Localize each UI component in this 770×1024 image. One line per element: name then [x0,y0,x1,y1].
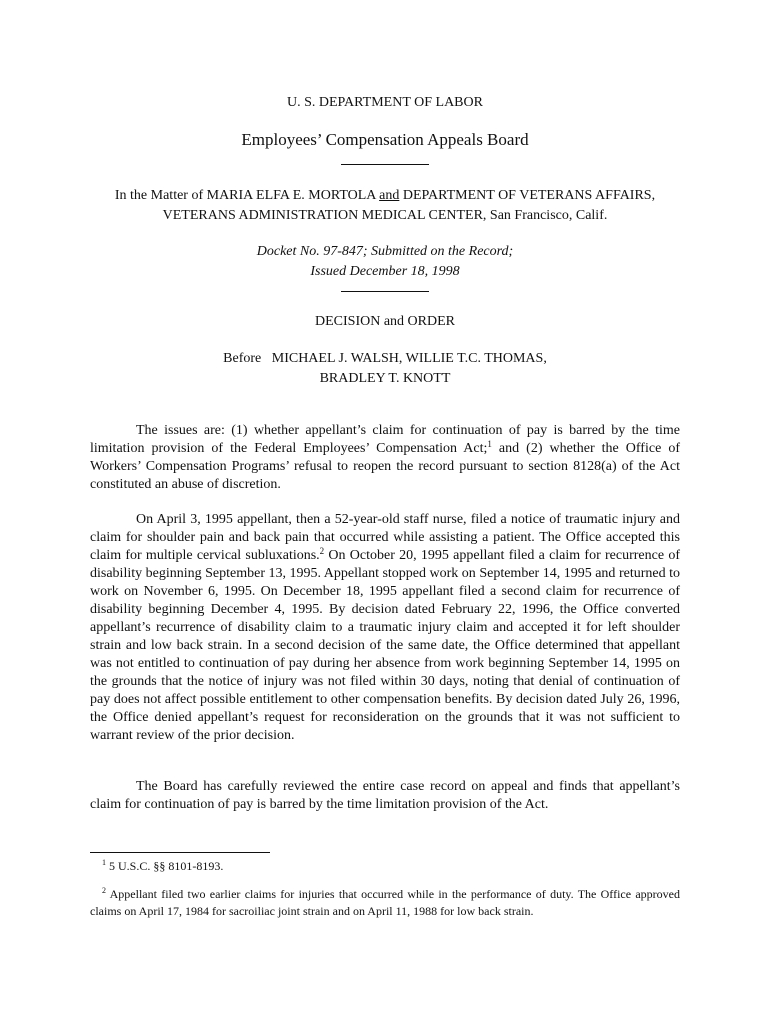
footnote-text: Appellant filed two earlier claims for injuries that occurred while in the performance of duty. The Office approved claims on April 17, 1984 for sacroiliac joint strain and on April 11, 1988 for low back strain. [90,887,680,918]
caption-conjunction: and [379,188,400,203]
panel-members [0,349,770,389]
docket-line-1: Docket No. 97-847; Submitted on the Record; [256,244,514,259]
divider [341,291,429,292]
caption-prefix: In the Matter of MARIA ELFA E. MORTOLA [114,188,380,203]
paragraph-text: On April 3, 1995 appellant, then a 52-year-old staff nurse, filed a notice of traumatic injury and claim for shoulder pain and back pain that occurred while assisting a patient. The Office accepted this claim for multiple cervical subluxations. [90,512,680,563]
footnote-ref: 1 [487,439,492,449]
footnote-1 [102,858,680,875]
docket-line-2: Issued December 18, 1998 [310,264,460,279]
footnote-text: 5 U.S.C. §§ 8101-8193. [106,859,224,873]
paragraph-text: The issues are: (1) whether appellant’s claim for continuation of pay is barred by the time limitation provision of the Federal Employees’ Compensation Act; [90,423,680,456]
paragraph-facts [90,511,680,745]
paragraph-text: and (2) whether the Office of Workers’ Compensation Programs’ refusal to reopen the record pursuant to section 8128(a) of the Act constituted an abuse of discretion. [90,441,680,492]
footnote-ref: 2 [319,546,325,556]
footnote-mark: 2 [102,886,106,895]
panel-line-2: BRADLEY T. KNOTT [319,371,451,386]
docket-info [0,242,770,282]
footnote-2 [90,886,680,920]
footnote-mark: 1 [102,858,106,867]
panel-line-1: Before MICHAEL J. WALSH, WILLIE T.C. THOMAS, [223,351,547,366]
decision-heading: DECISION and ORDER [315,314,455,329]
department-heading: U. S. DEPARTMENT OF LABOR [287,95,483,110]
caption-suffix: DEPARTMENT OF VETERANS AFFAIRS, VETERANS ADMINISTRATION MEDICAL CENTER, San Francisco, Calif. [162,188,656,223]
board-title: Employees’ Compensation Appeals Board [241,130,529,149]
paragraph-finding: The Board has carefully reviewed the entire case record on appeal and finds that appellant’s claim for continuation of pay is barred by the time limitation provision of the Act. [90,779,680,812]
paragraph-issues [90,422,680,494]
paragraph-text: On October 20, 1995 appellant filed a claim for recurrence of disability beginning September 13, 1995. Appellant stopped work on September 14, 1995 and returned to work on November 6, 1995. On December 18, 1995 appellant filed a second claim for recurrence of disability beginning December 4, 1995. By decision dated February 22, 1996, the Office converted appellant’s recurrence of disability claim to a traumatic injury claim and accepted it for left shoulder strain and low back strain. In a second decision of the same date, the Office determined that appellant was not entitled to continuation of pay during her absence from work beginning September 14, 1995 on the grounds that the notice of injury was not filed within 30 days, noting that denial of continuation of pay does not affect possible entitlement to other compensation benefits. By decision dated July 26, 1996, the Office denied appellant’s request for reconsideration on the grounds that it was not sufficient to warrant review of the prior decision. [90,548,680,743]
divider [341,164,429,165]
footnote-divider [90,852,270,853]
case-caption [90,186,680,226]
